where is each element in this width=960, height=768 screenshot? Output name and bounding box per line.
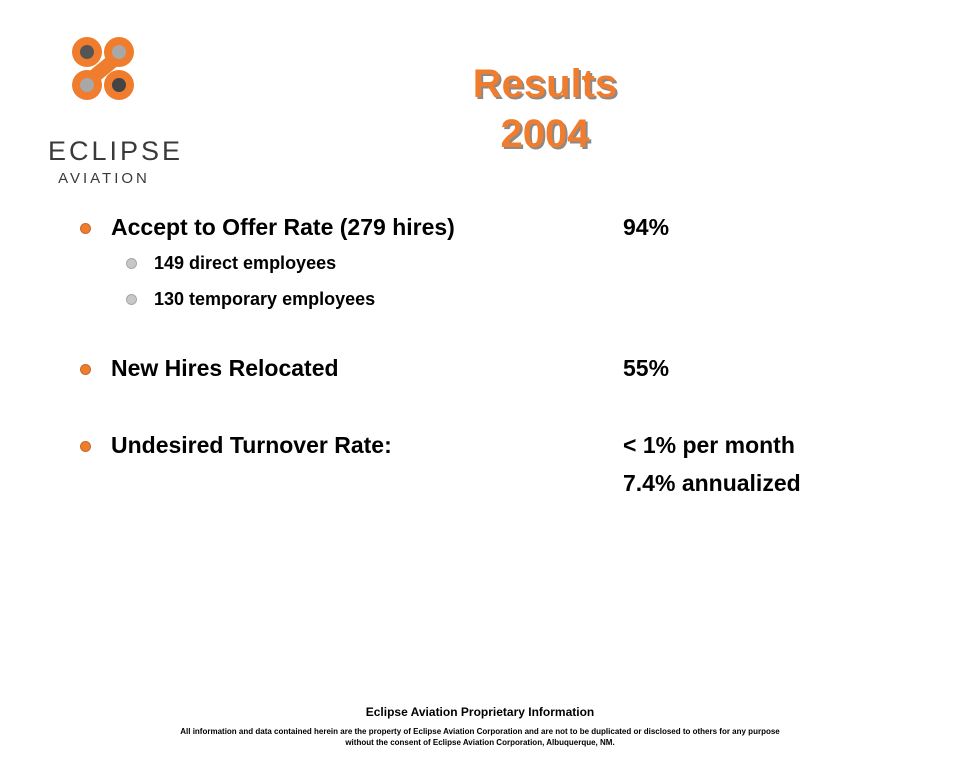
item-value: 94% bbox=[623, 214, 670, 240]
item-label: Undesired Turnover Rate: bbox=[111, 432, 392, 458]
item-value: < 1% per month bbox=[623, 432, 795, 458]
company-logo bbox=[48, 34, 184, 188]
sub-item-label: 149 direct employees bbox=[154, 253, 337, 273]
item-label: Accept to Offer Rate (279 hires) bbox=[111, 214, 455, 240]
slide-title-line2: 2004 bbox=[500, 112, 590, 156]
item-value-secondary: 7.4% annualized bbox=[623, 470, 801, 496]
logo-subtitle: AVIATION bbox=[58, 170, 150, 187]
sub-bullet-icon bbox=[126, 294, 137, 305]
item-label: New Hires Relocated bbox=[111, 355, 339, 381]
bullet-icon bbox=[80, 441, 91, 452]
footer-title: Eclipse Aviation Proprietary Information bbox=[365, 705, 595, 719]
logo-wordmark: ECLIPSE bbox=[48, 136, 184, 166]
bullet-icon bbox=[80, 223, 91, 234]
sub-item-label: 130 temporary employees bbox=[154, 289, 376, 309]
sub-bullet-icon bbox=[126, 258, 137, 269]
footer-disclaimer: All information and data contained herein are the property of Eclipse Aviation Corporation and are not to be duplicated or disclosed to others for any purpose without the consent of Eclipse Aviation Corporation, Albuquerque, NM. bbox=[180, 727, 780, 747]
eclipse-logo-icon bbox=[68, 34, 138, 104]
item-value: 55% bbox=[623, 355, 670, 381]
slide-title-line1: Results bbox=[472, 62, 618, 106]
bullet-icon bbox=[80, 364, 91, 375]
